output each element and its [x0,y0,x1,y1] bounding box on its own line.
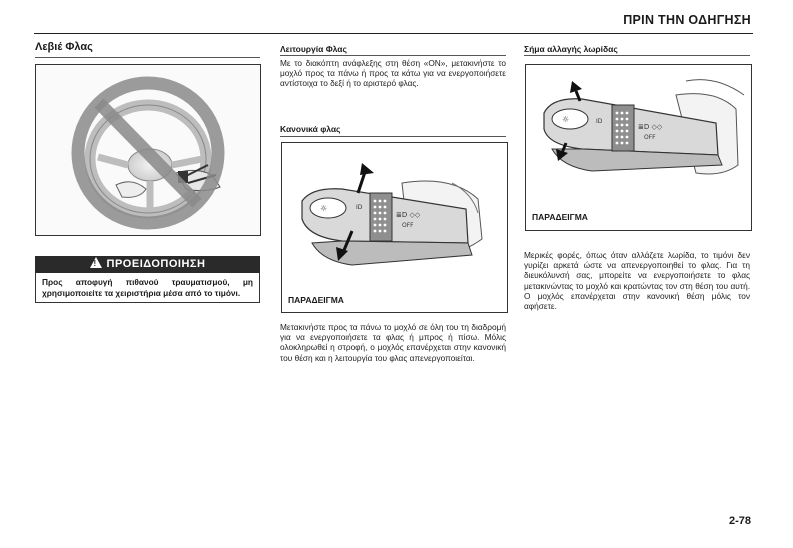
paragraph-normal-signals: Μετακινήστε προς τα πάνω το μοχλό σε όλη του τη διαδρομή για να ενεργοποιήσετε τα φλας ή μπρος ή πίσω. Μόλις ολοκληρωθεί η στροφή, ο μοχλός επανέρχεται στην κανονική του θέση και η λειτουργία του φλας απενεργοποιείται. [280,322,506,363]
subheading-normal-signals: Κανονικά φλας [280,124,341,134]
paragraph-turn-operation: Με το διακόπτη ανάφλεξης στη θέση «ON», μετακινήστε το μοχλό προς τα πάνω ή προς τα κάτω για να ενεργοποιήσετε αντίστοιχα το δεξί ή το αριστερό φλας. [280,58,506,89]
turn-signal-lever-illustration [281,142,508,313]
subheading-turn-operation: Λειτουργία Φλας [280,44,347,54]
section-rule [280,55,506,56]
svg-text:☼: ☼ [562,115,570,124]
warning-header [35,256,260,273]
section-rule [524,55,750,56]
page-header-title: ΠΡΙΝ ΤΗΝ ΟΔΗΓΗΣΗ [623,13,751,27]
example-caption: ΠΑΡΑΔΕΙΓΜΑ [532,212,588,222]
section-rule [35,57,260,58]
lever-off-label: OFF [644,134,656,141]
svg-text:≣D ◇◇: ≣D ◇◇ [638,123,663,131]
warning-text: Προς αποφυγή πιθανού τραυματισμού, μη χρησιμοποιείτε τα χειριστήρια μέσα από το τιμόνι. [35,273,260,303]
section-rule [280,136,506,137]
lane-change-lever-illustration [525,64,752,231]
turn-lever-icon [282,143,507,312]
warning-triangle-icon: ! [90,257,102,268]
svg-text:ID: ID [356,204,363,211]
example-caption: ΠΑΡΑΔΕΙΓΜΑ [288,295,344,305]
lane-change-lever-icon [526,65,751,230]
svg-text:≣D ◇◇: ≣D ◇◇ [396,211,421,219]
no-reach-through-wheel-illustration [35,64,261,236]
section-heading-turn-lever: Λεβιέ Φλας [35,41,93,53]
svg-text:ID: ID [596,118,603,125]
subheading-lane-change: Σήμα αλλαγής λωρίδας [524,44,618,54]
header-rule [34,33,753,34]
lever-off-label: OFF [402,222,414,229]
warning-title: ΠΡΟΕΙΔΟΠΟΙΗΣΗ [106,258,206,270]
page-number: 2-78 [728,515,751,527]
paragraph-lane-change: Μερικές φορές, όπως όταν αλλάζετε λωρίδα, το τιμόνι δεν γυρίζει αρκετά ώστε να απενεργοποιηθεί το φλας. Για τη διευκόλυνσή σας, μπορείτε να ενεργοποιήσετε το φλας μετακινώντας το μοχλό και κρατώντας τον στη θέση του αυτή. Ο μοχλός επανέρχεται στην κανονική θέση μόλις τον αφήσετε. [524,250,750,312]
svg-text:☼: ☼ [320,204,328,213]
warning-block [35,256,260,303]
steering-wheel-prohibition-icon [36,65,260,235]
